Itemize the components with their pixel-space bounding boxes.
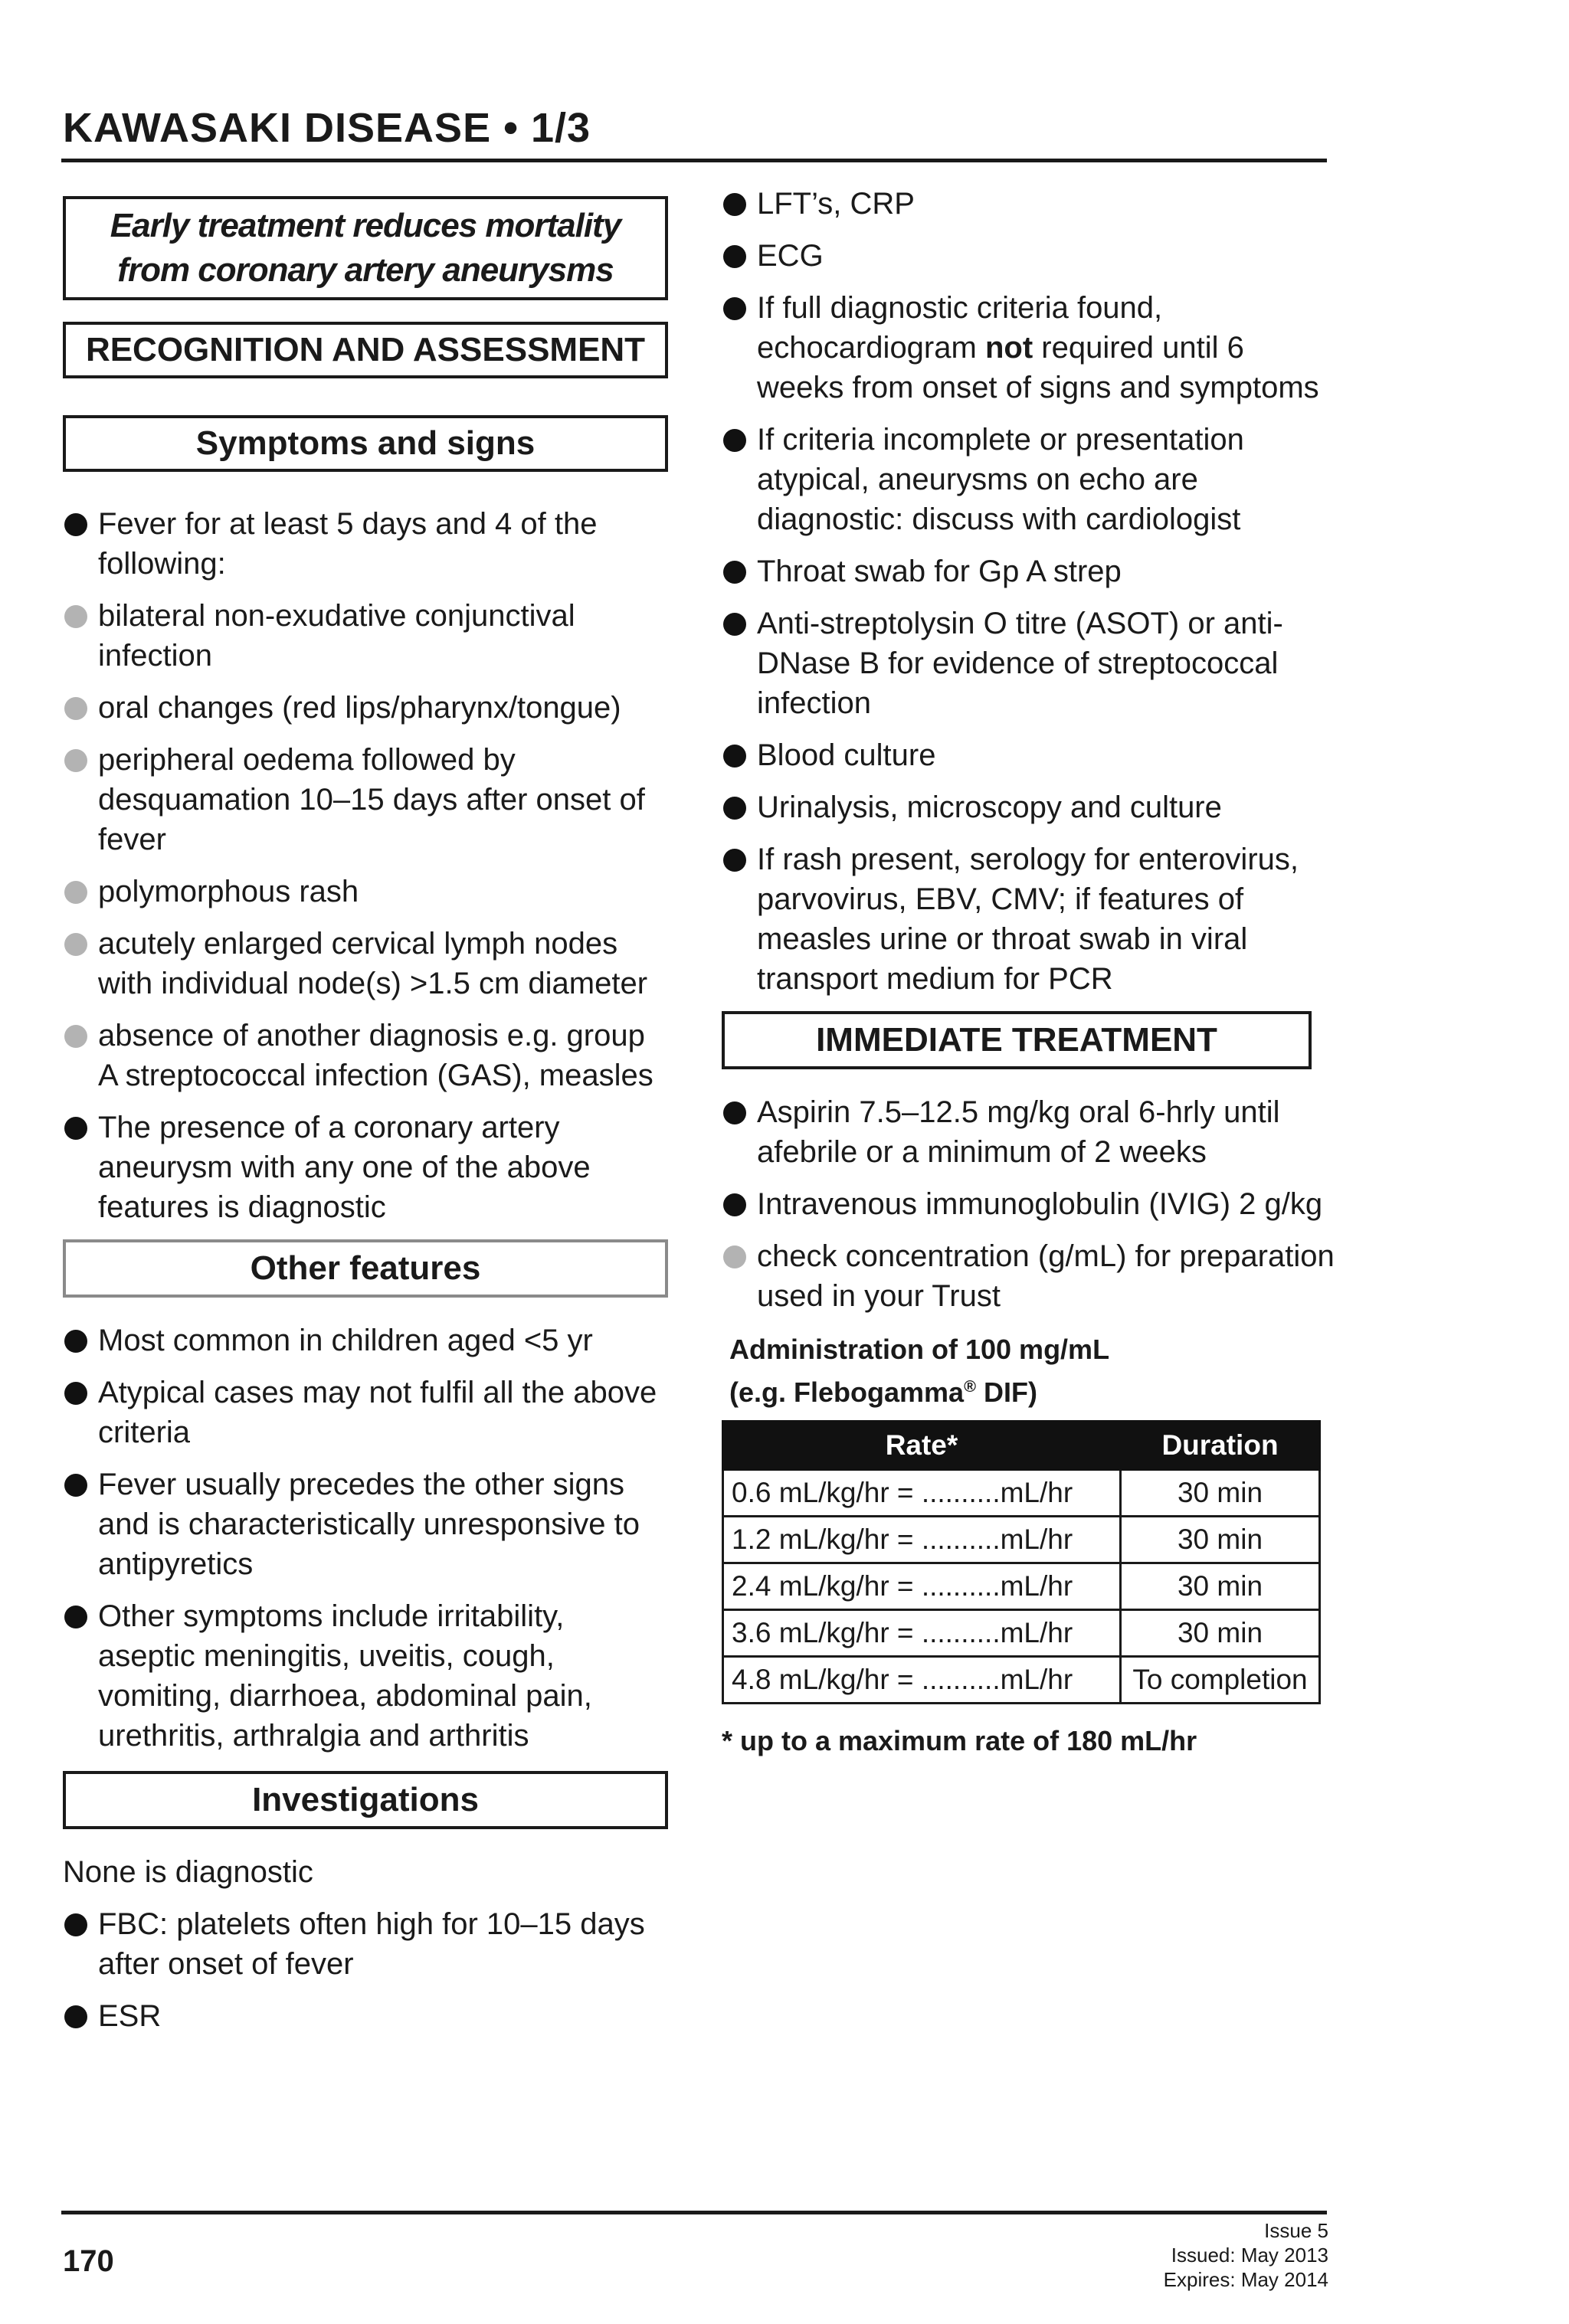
list-item: Blood culture — [722, 735, 1335, 775]
list-item: oral changes (red lips/pharynx/tongue) — [63, 688, 668, 728]
table-row — [723, 1563, 1320, 1610]
header-rule — [61, 159, 1327, 162]
administration-line-2-pre: (e.g. Flebogamma — [729, 1376, 965, 1408]
list-item: If rash present, serology for enterovirus, parvovirus, EBV, CMV; if features of measles urine or throat swab in viral transport medium for PCR — [722, 840, 1335, 999]
table-header-row — [723, 1422, 1320, 1470]
table-row — [723, 1610, 1320, 1657]
infusion-rate-table — [722, 1420, 1321, 1704]
rate-cell: 0.6 mL/kg/hr = ..........mL/hr — [723, 1470, 1121, 1517]
symptoms-list — [63, 504, 668, 1227]
list-item: LFT’s, CRP — [722, 184, 1335, 224]
rate-cell: 4.8 mL/kg/hr = ..........mL/hr — [723, 1657, 1121, 1704]
table-row — [723, 1517, 1320, 1563]
echo-text-post: required until 6 weeks from onset of signs and symptoms — [757, 331, 1319, 404]
echo-text-pre: If full diagnostic criteria found, echocardiogram — [757, 291, 1163, 365]
symptoms-heading: Symptoms and signs — [63, 415, 668, 472]
footer-rule — [61, 2211, 1327, 2214]
administration-heading — [729, 1331, 1335, 1411]
list-item: Most common in children aged <5 yr — [63, 1321, 668, 1360]
administration-line-2-post: DIF) — [975, 1376, 1037, 1408]
administration-line-2 — [729, 1368, 1335, 1411]
treatment-list — [722, 1092, 1335, 1316]
investigations-list-left — [63, 1904, 668, 2036]
list-item: polymorphous rash — [63, 872, 668, 912]
page-title: KAWASAKI DISEASE • 1/3 — [63, 105, 591, 151]
rate-cell: 3.6 mL/kg/hr = ..........mL/hr — [723, 1610, 1121, 1657]
list-item: peripheral oedema followed by desquamation 10–15 days after onset of fever — [63, 740, 668, 859]
none-diagnostic-text: None is diagnostic — [63, 1855, 313, 1889]
recognition-heading: RECOGNITION AND ASSESSMENT — [63, 322, 668, 378]
max-rate-footnote: * up to a maximum rate of 180 mL/hr — [722, 1725, 1197, 1756]
duration-cell: To completion — [1121, 1657, 1320, 1704]
list-item: Atypical cases may not fulfil all the above criteria — [63, 1373, 668, 1452]
list-item: ESR — [63, 1996, 668, 2036]
list-item: Fever usually precedes the other signs and is characteristically unresponsive to antipyretics — [63, 1465, 668, 1584]
issued-date: Issued: May 2013 — [1171, 2244, 1328, 2267]
list-item: If criteria incomplete or presentation atypical, aneurysms on echo are diagnostic: discuss with cardiologist — [722, 420, 1335, 539]
duration-cell: 30 min — [1121, 1563, 1320, 1610]
table-row — [723, 1657, 1320, 1704]
investigations-heading: Investigations — [63, 1771, 668, 1829]
echo-text-bold: not — [984, 331, 1033, 365]
list-item: ECG — [722, 236, 1335, 276]
list-item: bilateral non-exudative conjunctival infection — [63, 596, 668, 676]
administration-line-1: Administration of 100 mg/mL — [729, 1334, 1110, 1365]
duration-cell: 30 min — [1121, 1610, 1320, 1657]
duration-cell: 30 min — [1121, 1470, 1320, 1517]
list-item: absence of another diagnosis e.g. group A streptococcal infection (GAS), measles — [63, 1016, 668, 1095]
other-features-list — [63, 1321, 668, 1756]
mortality-callout: Early treatment reduces mortality from coronary artery aneurysms — [63, 196, 668, 300]
list-item: Fever for at least 5 days and 4 of the following: — [63, 504, 668, 584]
list-item: check concentration (g/mL) for preparation used in your Trust — [722, 1236, 1335, 1316]
page-number: 170 — [63, 2244, 114, 2278]
table-row — [723, 1470, 1320, 1517]
list-item: Other symptoms include irritability, aseptic meningitis, uveitis, cough, vomiting, diarrhoea, abdominal pain, urethritis, arthralgia and arthritis — [63, 1596, 668, 1756]
registered-mark: ® — [964, 1376, 976, 1396]
list-item: acutely enlarged cervical lymph nodes with individual node(s) >1.5 cm diameter — [63, 924, 668, 1003]
duration-cell: 30 min — [1121, 1517, 1320, 1563]
rate-column-header: Rate* — [723, 1422, 1121, 1470]
list-item: Urinalysis, microscopy and culture — [722, 787, 1335, 827]
right-column — [722, 184, 1335, 1759]
list-item: Aspirin 7.5–12.5 mg/kg oral 6-hrly until afebrile or a minimum of 2 weeks — [722, 1092, 1335, 1172]
list-item: The presence of a coronary artery aneurysm with any one of the above features is diagnostic — [63, 1108, 668, 1227]
issue-info — [1164, 2218, 1328, 2292]
list-item: Intravenous immunoglobulin (IVIG) 2 g/kg — [722, 1184, 1335, 1224]
rate-cell: 2.4 mL/kg/hr = ..........mL/hr — [723, 1563, 1121, 1610]
rate-cell: 1.2 mL/kg/hr = ..........mL/hr — [723, 1517, 1121, 1563]
expiry-date: Expires: May 2014 — [1163, 2268, 1328, 2291]
duration-column-header: Duration — [1121, 1422, 1320, 1470]
list-item: FBC: platelets often high for 10–15 days after onset of fever — [63, 1904, 668, 1984]
issue-number: Issue 5 — [1264, 2219, 1328, 2242]
list-item: Anti-streptolysin O titre (ASOT) or anti-DNase B for evidence of streptococcal infection — [722, 604, 1335, 723]
left-column — [63, 196, 668, 2048]
immediate-treatment-heading: IMMEDIATE TREATMENT — [722, 1011, 1312, 1069]
list-item — [722, 288, 1335, 408]
list-item: Throat swab for Gp A strep — [722, 552, 1335, 591]
other-features-heading: Other features — [63, 1239, 668, 1298]
investigations-list-right — [722, 184, 1335, 999]
